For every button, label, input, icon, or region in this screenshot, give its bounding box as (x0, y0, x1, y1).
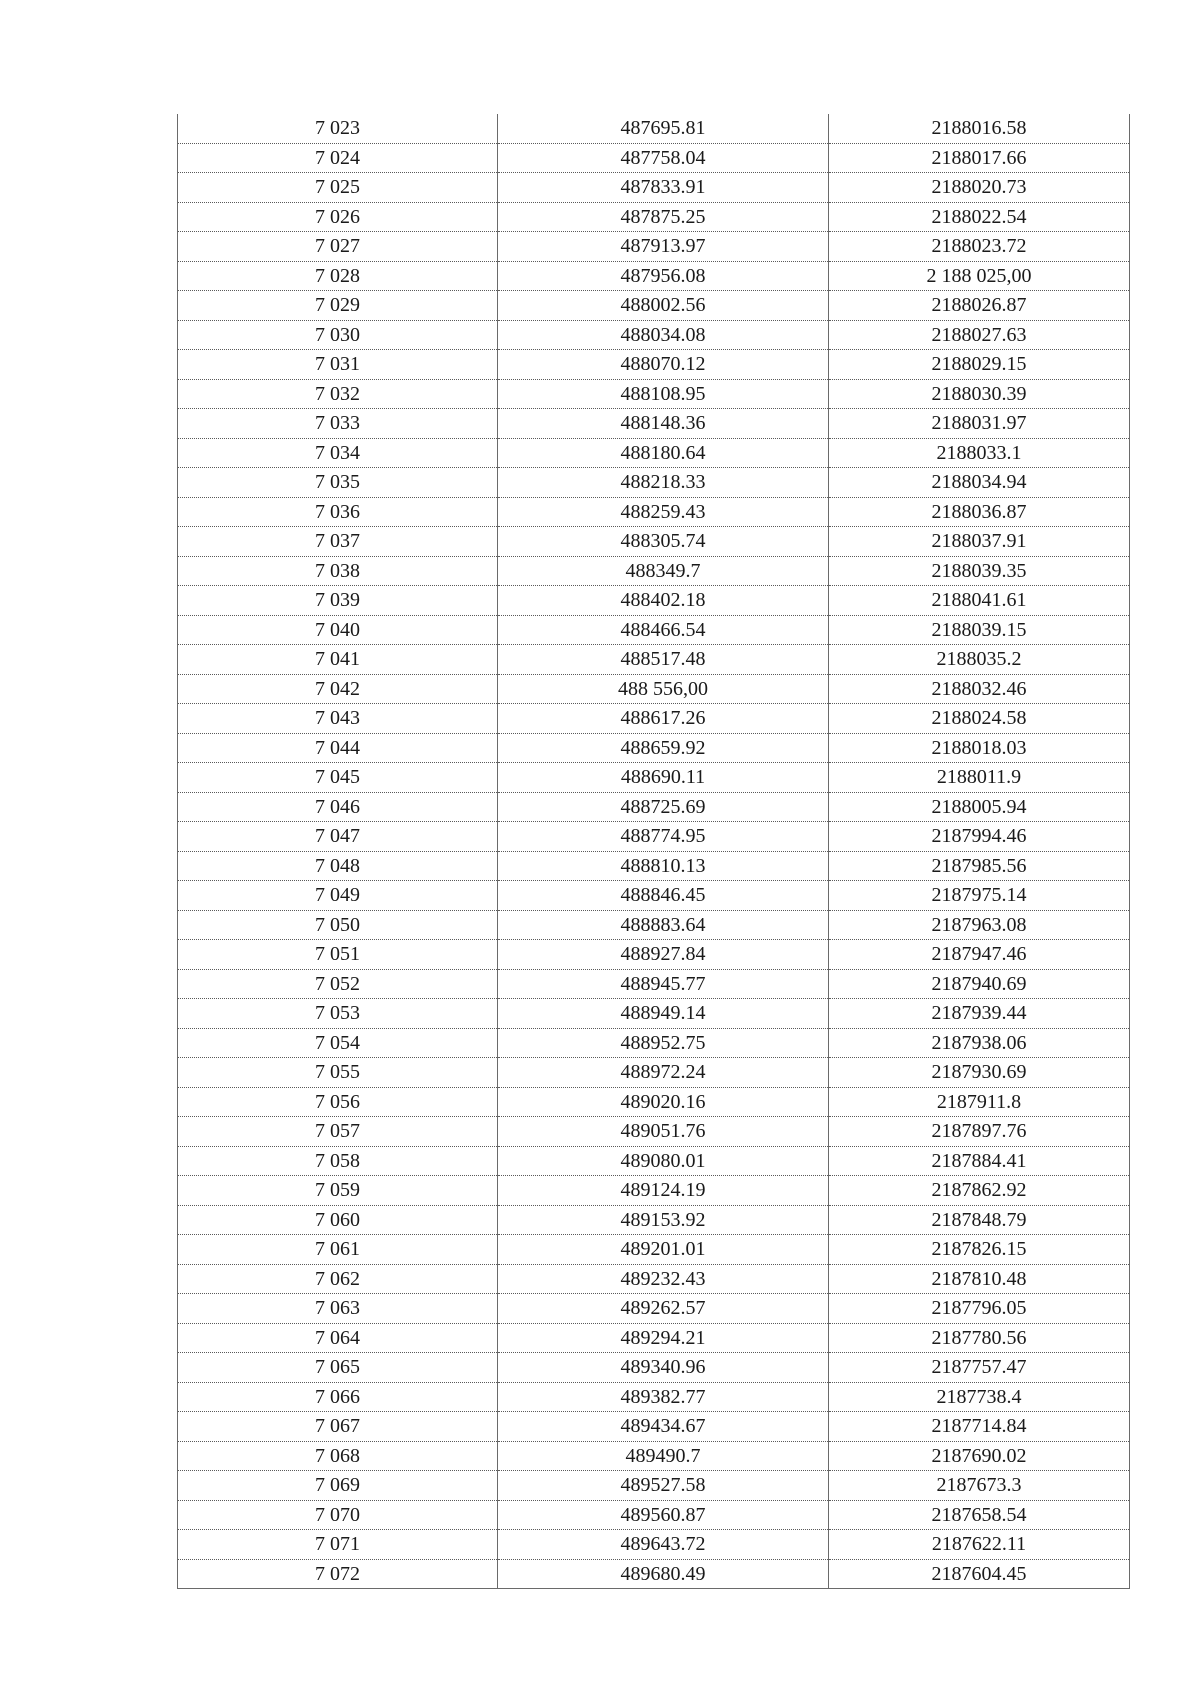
y-coordinate-cell: 2188037.91 (829, 527, 1130, 557)
point-number-cell: 7 070 (178, 1500, 498, 1530)
point-number-cell: 7 069 (178, 1471, 498, 1501)
table-row (178, 1441, 1130, 1471)
table-row (178, 1264, 1130, 1294)
x-coordinate-cell: 489232.43 (498, 1264, 829, 1294)
y-coordinate-cell: 2187622.11 (829, 1530, 1130, 1560)
y-coordinate-cell: 2187796.05 (829, 1294, 1130, 1324)
y-coordinate-cell: 2188022.54 (829, 202, 1130, 232)
point-number-cell: 7 051 (178, 940, 498, 970)
point-number-cell: 7 068 (178, 1441, 498, 1471)
x-coordinate-cell: 488725.69 (498, 792, 829, 822)
y-coordinate-cell: 2187911.8 (829, 1087, 1130, 1117)
point-number-cell: 7 060 (178, 1205, 498, 1235)
y-coordinate-cell: 2187947.46 (829, 940, 1130, 970)
y-coordinate-cell: 2188005.94 (829, 792, 1130, 822)
point-number-cell: 7 065 (178, 1353, 498, 1383)
table-row (178, 1500, 1130, 1530)
point-number-cell: 7 064 (178, 1323, 498, 1353)
table-row (178, 1294, 1130, 1324)
y-coordinate-cell: 2187939.44 (829, 999, 1130, 1029)
table-row (178, 1087, 1130, 1117)
y-coordinate-cell: 2187862.92 (829, 1176, 1130, 1206)
x-coordinate-cell: 489643.72 (498, 1530, 829, 1560)
y-coordinate-cell: 2187938.06 (829, 1028, 1130, 1058)
table-row (178, 704, 1130, 734)
y-coordinate-cell: 2187690.02 (829, 1441, 1130, 1471)
table-row (178, 1323, 1130, 1353)
table-row (178, 438, 1130, 468)
table-row (178, 940, 1130, 970)
table-row (178, 910, 1130, 940)
point-number-cell: 7 067 (178, 1412, 498, 1442)
x-coordinate-cell: 488070.12 (498, 350, 829, 380)
table-row (178, 586, 1130, 616)
point-number-cell: 7 029 (178, 291, 498, 321)
point-number-cell: 7 039 (178, 586, 498, 616)
x-coordinate-cell: 488349.7 (498, 556, 829, 586)
point-number-cell: 7 024 (178, 143, 498, 173)
x-coordinate-cell: 488402.18 (498, 586, 829, 616)
x-coordinate-cell: 488952.75 (498, 1028, 829, 1058)
y-coordinate-cell: 2188031.97 (829, 409, 1130, 439)
table-row (178, 1471, 1130, 1501)
y-coordinate-cell: 2188020.73 (829, 173, 1130, 203)
point-number-cell: 7 059 (178, 1176, 498, 1206)
table-row (178, 261, 1130, 291)
table-row (178, 851, 1130, 881)
table-row (178, 320, 1130, 350)
point-number-cell: 7 050 (178, 910, 498, 940)
y-coordinate-cell: 2188018.03 (829, 733, 1130, 763)
x-coordinate-cell: 489490.7 (498, 1441, 829, 1471)
x-coordinate-cell: 488466.54 (498, 615, 829, 645)
table-row (178, 969, 1130, 999)
y-coordinate-cell: 2187930.69 (829, 1058, 1130, 1088)
x-coordinate-cell: 487758.04 (498, 143, 829, 173)
y-coordinate-cell: 2188026.87 (829, 291, 1130, 321)
point-number-cell: 7 063 (178, 1294, 498, 1324)
table-row (178, 1205, 1130, 1235)
y-coordinate-cell: 2188033.1 (829, 438, 1130, 468)
point-number-cell: 7 033 (178, 409, 498, 439)
point-number-cell: 7 054 (178, 1028, 498, 1058)
point-number-cell: 7 031 (178, 350, 498, 380)
x-coordinate-cell: 488 556,00 (498, 674, 829, 704)
table-row (178, 173, 1130, 203)
y-coordinate-cell: 2188039.15 (829, 615, 1130, 645)
y-coordinate-cell: 2 188 025,00 (829, 261, 1130, 291)
x-coordinate-cell: 488517.48 (498, 645, 829, 675)
y-coordinate-cell: 2188039.35 (829, 556, 1130, 586)
y-coordinate-cell: 2187757.47 (829, 1353, 1130, 1383)
y-coordinate-cell: 2187975.14 (829, 881, 1130, 911)
point-number-cell: 7 028 (178, 261, 498, 291)
table-row (178, 232, 1130, 262)
point-number-cell: 7 044 (178, 733, 498, 763)
point-number-cell: 7 025 (178, 173, 498, 203)
x-coordinate-cell: 489527.58 (498, 1471, 829, 1501)
table-row (178, 1028, 1130, 1058)
table-row (178, 409, 1130, 439)
point-number-cell: 7 049 (178, 881, 498, 911)
y-coordinate-cell: 2187673.3 (829, 1471, 1130, 1501)
y-coordinate-cell: 2188035.2 (829, 645, 1130, 675)
point-number-cell: 7 038 (178, 556, 498, 586)
point-number-cell: 7 043 (178, 704, 498, 734)
x-coordinate-cell: 489201.01 (498, 1235, 829, 1265)
x-coordinate-cell: 489153.92 (498, 1205, 829, 1235)
point-number-cell: 7 072 (178, 1559, 498, 1589)
x-coordinate-cell: 488972.24 (498, 1058, 829, 1088)
point-number-cell: 7 061 (178, 1235, 498, 1265)
x-coordinate-cell: 488305.74 (498, 527, 829, 557)
x-coordinate-cell: 489294.21 (498, 1323, 829, 1353)
y-coordinate-cell: 2188041.61 (829, 586, 1130, 616)
point-number-cell: 7 026 (178, 202, 498, 232)
x-coordinate-cell: 487956.08 (498, 261, 829, 291)
table-row (178, 1559, 1130, 1589)
x-coordinate-cell: 488659.92 (498, 733, 829, 763)
x-coordinate-cell: 488148.36 (498, 409, 829, 439)
table-row (178, 999, 1130, 1029)
table-row (178, 1382, 1130, 1412)
y-coordinate-cell: 2188023.72 (829, 232, 1130, 262)
x-coordinate-cell: 488002.56 (498, 291, 829, 321)
table-row (178, 1412, 1130, 1442)
y-coordinate-cell: 2187658.54 (829, 1500, 1130, 1530)
table-row (178, 615, 1130, 645)
point-number-cell: 7 055 (178, 1058, 498, 1088)
table-row (178, 527, 1130, 557)
table-row (178, 733, 1130, 763)
table-row (178, 763, 1130, 793)
y-coordinate-cell: 2187780.56 (829, 1323, 1130, 1353)
table-row (178, 1117, 1130, 1147)
point-number-cell: 7 048 (178, 851, 498, 881)
x-coordinate-cell: 488846.45 (498, 881, 829, 911)
x-coordinate-cell: 487913.97 (498, 232, 829, 262)
x-coordinate-cell: 489051.76 (498, 1117, 829, 1147)
x-coordinate-cell: 488774.95 (498, 822, 829, 852)
point-number-cell: 7 058 (178, 1146, 498, 1176)
table-row (178, 1235, 1130, 1265)
point-number-cell: 7 027 (178, 232, 498, 262)
table-row (178, 291, 1130, 321)
point-number-cell: 7 052 (178, 969, 498, 999)
point-number-cell: 7 057 (178, 1117, 498, 1147)
coordinates-table (177, 114, 1130, 1589)
x-coordinate-cell: 489382.77 (498, 1382, 829, 1412)
point-number-cell: 7 045 (178, 763, 498, 793)
x-coordinate-cell: 489340.96 (498, 1353, 829, 1383)
table-row (178, 645, 1130, 675)
table-row (178, 822, 1130, 852)
coordinates-table-body (178, 114, 1130, 1589)
x-coordinate-cell: 489080.01 (498, 1146, 829, 1176)
x-coordinate-cell: 489560.87 (498, 1500, 829, 1530)
table-row (178, 792, 1130, 822)
y-coordinate-cell: 2187985.56 (829, 851, 1130, 881)
x-coordinate-cell: 488180.64 (498, 438, 829, 468)
x-coordinate-cell: 487833.91 (498, 173, 829, 203)
point-number-cell: 7 040 (178, 615, 498, 645)
point-number-cell: 7 030 (178, 320, 498, 350)
x-coordinate-cell: 488945.77 (498, 969, 829, 999)
y-coordinate-cell: 2187963.08 (829, 910, 1130, 940)
x-coordinate-cell: 488218.33 (498, 468, 829, 498)
table-row (178, 1353, 1130, 1383)
table-row (178, 468, 1130, 498)
table-row (178, 556, 1130, 586)
y-coordinate-cell: 2188036.87 (829, 497, 1130, 527)
point-number-cell: 7 042 (178, 674, 498, 704)
x-coordinate-cell: 488810.13 (498, 851, 829, 881)
x-coordinate-cell: 489124.19 (498, 1176, 829, 1206)
table-row (178, 1058, 1130, 1088)
table-row (178, 1146, 1130, 1176)
x-coordinate-cell: 488949.14 (498, 999, 829, 1029)
table-row (178, 881, 1130, 911)
x-coordinate-cell: 489434.67 (498, 1412, 829, 1442)
y-coordinate-cell: 2187810.48 (829, 1264, 1130, 1294)
y-coordinate-cell: 2187884.41 (829, 1146, 1130, 1176)
y-coordinate-cell: 2187848.79 (829, 1205, 1130, 1235)
table-row (178, 202, 1130, 232)
point-number-cell: 7 071 (178, 1530, 498, 1560)
point-number-cell: 7 036 (178, 497, 498, 527)
x-coordinate-cell: 488927.84 (498, 940, 829, 970)
point-number-cell: 7 032 (178, 379, 498, 409)
x-coordinate-cell: 489680.49 (498, 1559, 829, 1589)
table-row (178, 114, 1130, 143)
x-coordinate-cell: 487695.81 (498, 114, 829, 143)
y-coordinate-cell: 2187738.4 (829, 1382, 1130, 1412)
x-coordinate-cell: 488034.08 (498, 320, 829, 350)
x-coordinate-cell: 488259.43 (498, 497, 829, 527)
y-coordinate-cell: 2187897.76 (829, 1117, 1130, 1147)
point-number-cell: 7 066 (178, 1382, 498, 1412)
y-coordinate-cell: 2188017.66 (829, 143, 1130, 173)
y-coordinate-cell: 2187826.15 (829, 1235, 1130, 1265)
y-coordinate-cell: 2187940.69 (829, 969, 1130, 999)
point-number-cell: 7 041 (178, 645, 498, 675)
table-row (178, 1176, 1130, 1206)
x-coordinate-cell: 488617.26 (498, 704, 829, 734)
x-coordinate-cell: 489020.16 (498, 1087, 829, 1117)
table-row (178, 379, 1130, 409)
point-number-cell: 7 053 (178, 999, 498, 1029)
point-number-cell: 7 056 (178, 1087, 498, 1117)
point-number-cell: 7 046 (178, 792, 498, 822)
table-row (178, 350, 1130, 380)
point-number-cell: 7 062 (178, 1264, 498, 1294)
point-number-cell: 7 037 (178, 527, 498, 557)
x-coordinate-cell: 488690.11 (498, 763, 829, 793)
y-coordinate-cell: 2187604.45 (829, 1559, 1130, 1589)
x-coordinate-cell: 488108.95 (498, 379, 829, 409)
table-row (178, 497, 1130, 527)
x-coordinate-cell: 487875.25 (498, 202, 829, 232)
y-coordinate-cell: 2188034.94 (829, 468, 1130, 498)
y-coordinate-cell: 2188024.58 (829, 704, 1130, 734)
y-coordinate-cell: 2188011.9 (829, 763, 1130, 793)
point-number-cell: 7 035 (178, 468, 498, 498)
y-coordinate-cell: 2188032.46 (829, 674, 1130, 704)
y-coordinate-cell: 2188029.15 (829, 350, 1130, 380)
point-number-cell: 7 023 (178, 114, 498, 143)
point-number-cell: 7 034 (178, 438, 498, 468)
table-row (178, 1530, 1130, 1560)
y-coordinate-cell: 2187714.84 (829, 1412, 1130, 1442)
y-coordinate-cell: 2188030.39 (829, 379, 1130, 409)
point-number-cell: 7 047 (178, 822, 498, 852)
table-row (178, 143, 1130, 173)
y-coordinate-cell: 2188027.63 (829, 320, 1130, 350)
table-row (178, 674, 1130, 704)
y-coordinate-cell: 2187994.46 (829, 822, 1130, 852)
x-coordinate-cell: 488883.64 (498, 910, 829, 940)
x-coordinate-cell: 489262.57 (498, 1294, 829, 1324)
y-coordinate-cell: 2188016.58 (829, 114, 1130, 143)
